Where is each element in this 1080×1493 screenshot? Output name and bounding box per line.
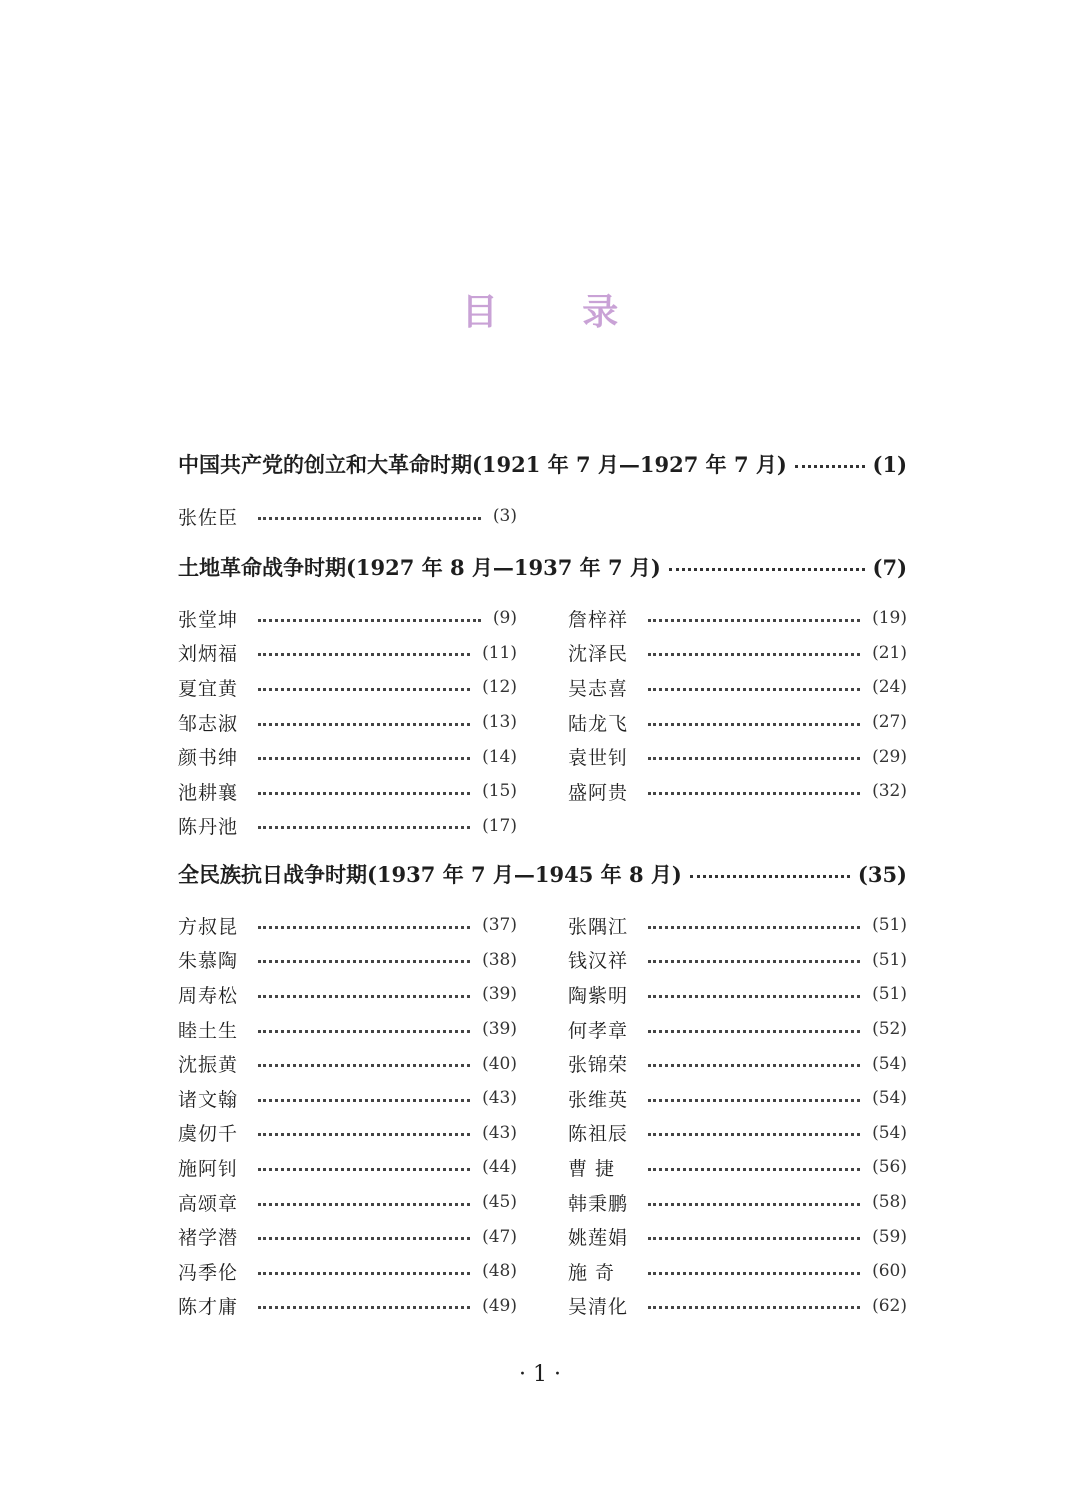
entry-page-number: (17) [482,815,517,836]
page-title: 目 录 [461,291,655,333]
toc-entry[interactable] [178,977,517,1012]
entry-name: 朱慕陶 [178,950,239,973]
entry-name: 吴志喜 [568,677,629,700]
dot-leader [258,826,470,829]
entry-page-number: (51) [872,949,907,970]
dot-leader [648,995,860,998]
dot-leader [258,960,470,963]
entry-name: 陆龙飞 [568,712,629,735]
entry-page-number: (24) [872,677,907,698]
entry-name: 吴清化 [568,1296,629,1319]
entry-name: 陈祖辰 [568,1123,629,1146]
entry-page-number: (19) [872,608,907,629]
dot-leader [795,465,865,468]
entry-name: 刘炳福 [178,643,239,666]
entry-page-number: (43) [482,1122,517,1143]
dot-leader [258,723,470,726]
section-header[interactable] [178,447,907,481]
entry-name: 高颂章 [178,1192,239,1215]
dot-leader [258,1203,470,1206]
dot-leader [669,568,865,571]
page-number-footer: · 1 · [519,1362,561,1387]
toc-entry[interactable] [178,705,517,740]
entry-name: 钱汉祥 [568,950,629,973]
entry-name: 张堂坤 [178,608,239,631]
dot-leader [648,960,860,963]
toc-entry[interactable] [178,943,517,978]
toc-entry[interactable] [178,1289,517,1324]
entry-list [178,601,907,843]
dot-leader [258,619,481,622]
entry-page-number: (49) [482,1295,517,1316]
entry-name: 曹 捷 [568,1157,616,1180]
entry-page-number: (14) [482,746,517,767]
toc-entry[interactable] [568,1254,907,1289]
dot-leader [648,1203,860,1206]
entry-name: 方叔昆 [178,915,239,938]
entry-name: 袁世钊 [568,747,629,770]
dot-leader [258,1133,470,1136]
section-page-number: (1) [872,451,907,477]
toc-entry[interactable] [178,1254,517,1289]
section-header[interactable] [178,550,907,584]
section-title: 全民族抗日战争时期(1937 年 7 月—1945 年 8 月) [178,862,682,887]
entry-name: 沈泽民 [568,643,629,666]
entry-name: 陶紫明 [568,984,629,1007]
toc-entry[interactable] [568,1116,907,1151]
dot-leader [648,757,860,760]
dot-leader [258,1272,470,1275]
toc-entry[interactable] [568,977,907,1012]
entry-page-number: (54) [872,1088,907,1109]
entry-name: 张维英 [568,1088,629,1111]
entry-name: 陈丹池 [178,816,239,839]
dot-leader [648,653,860,656]
entry-list [178,499,907,534]
dot-leader [258,1237,470,1240]
entry-page-number: (58) [872,1192,907,1213]
toc-entry[interactable] [178,1219,517,1254]
entry-page-number: (59) [872,1226,907,1247]
section-page-number: (7) [872,554,907,580]
entry-page-number: (9) [492,608,517,629]
dot-leader [690,875,850,878]
entry-page-number: (60) [872,1261,907,1282]
entry-page-number: (54) [872,1053,907,1074]
entry-name: 张隅江 [568,915,629,938]
entry-page-number: (13) [482,712,517,733]
toc-entry[interactable] [568,908,907,943]
entry-name: 诸文翰 [178,1088,239,1111]
entry-name: 邹志淑 [178,712,239,735]
toc-entry[interactable] [568,1219,907,1254]
entry-name: 睦土生 [178,1019,239,1042]
toc-entry[interactable] [178,774,517,809]
dot-leader [648,1030,860,1033]
toc-entry[interactable] [568,1185,907,1220]
dot-leader [258,995,470,998]
entry-page-number: (15) [482,781,517,802]
toc-entry[interactable] [568,1046,907,1081]
entry-name: 张锦荣 [568,1054,629,1077]
dot-leader [648,619,860,622]
entry-name: 褚学潜 [178,1227,239,1250]
entry-page-number: (40) [482,1053,517,1074]
entry-page-number: (37) [482,915,517,936]
entry-name: 沈振黄 [178,1054,239,1077]
dot-leader [258,517,481,520]
dot-leader [258,1306,470,1309]
dot-leader [258,688,470,691]
toc-entry[interactable] [178,670,517,705]
toc-entry[interactable] [568,636,907,671]
entry-name: 虞仞千 [178,1123,239,1146]
entry-page-number: (32) [872,781,907,802]
toc-entry[interactable] [178,499,517,534]
toc-entry[interactable] [178,636,517,671]
entry-page-number: (52) [872,1019,907,1040]
section-header[interactable] [178,857,907,891]
entry-page-number: (56) [872,1157,907,1178]
entry-name: 周寿松 [178,984,239,1007]
toc-entry[interactable] [568,943,907,978]
entry-page-number: (11) [482,642,517,663]
entry-name: 何孝章 [568,1019,629,1042]
entry-name: 盛阿贵 [568,781,629,804]
toc-entry[interactable] [178,1081,517,1116]
entry-page-number: (51) [872,984,907,1005]
toc-entry[interactable] [568,1081,907,1116]
entry-name: 张佐臣 [178,506,239,529]
dot-leader [648,723,860,726]
dot-leader [258,1064,470,1067]
dot-leader [648,926,860,929]
toc-entry[interactable] [178,1012,517,1047]
dot-leader [648,1272,860,1275]
entry-name: 陈才庸 [178,1296,239,1319]
toc-entry[interactable] [178,1185,517,1220]
entry-name: 颜书绅 [178,747,239,770]
entry-page-number: (29) [872,746,907,767]
toc-entry[interactable] [178,1046,517,1081]
entry-page-number: (39) [482,1019,517,1040]
dot-leader [648,1133,860,1136]
entry-page-number: (38) [482,949,517,970]
entry-name: 冯季伦 [178,1261,239,1284]
dot-leader [648,1099,860,1102]
entry-page-number: (62) [872,1295,907,1316]
toc-entry[interactable] [178,1116,517,1151]
toc-entry[interactable] [178,809,517,844]
dot-leader [648,688,860,691]
dot-leader [648,1306,860,1309]
dot-leader [648,1064,860,1067]
dot-leader [648,792,860,795]
toc-entry[interactable] [568,774,907,809]
entry-page-number: (44) [482,1157,517,1178]
entry-page-number: (27) [872,712,907,733]
entry-name: 韩秉鹏 [568,1192,629,1215]
toc-entry[interactable] [568,1289,907,1324]
toc-entry[interactable] [178,739,517,774]
entry-name: 池耕襄 [178,781,239,804]
entry-page-number: (12) [482,677,517,698]
entry-name: 詹梓祥 [568,608,629,631]
toc-entry[interactable] [568,670,907,705]
section-title: 土地革命战争时期(1927 年 8 月—1937 年 7 月) [178,555,661,580]
dot-leader [258,653,470,656]
entry-page-number: (45) [482,1192,517,1213]
entry-name: 姚莲娟 [568,1227,629,1250]
entry-page-number: (48) [482,1261,517,1282]
toc-entry[interactable] [568,739,907,774]
toc-entry[interactable] [568,601,907,636]
entry-page-number: (43) [482,1088,517,1109]
toc-entry[interactable] [178,908,517,943]
dot-leader [258,757,470,760]
toc-entry[interactable] [178,601,517,636]
section-title: 中国共产党的创立和大革命时期(1921 年 7 月—1927 年 7 月) [178,452,787,477]
section-page-number: (35) [857,861,907,887]
entry-name: 施阿钊 [178,1157,239,1180]
entry-name: 施 奇 [568,1261,616,1284]
dot-leader [648,1168,860,1171]
dot-leader [258,1168,470,1171]
entry-page-number: (3) [492,506,517,527]
toc-entry[interactable] [178,1150,517,1185]
entry-page-number: (47) [482,1226,517,1247]
entry-name: 夏宜黄 [178,677,239,700]
dot-leader [258,792,470,795]
dot-leader [648,1237,860,1240]
dot-leader [258,1030,470,1033]
entry-page-number: (39) [482,984,517,1005]
dot-leader [258,1099,470,1102]
toc-entry[interactable] [568,705,907,740]
dot-leader [258,926,470,929]
entry-page-number: (51) [872,915,907,936]
entry-list [178,908,907,1323]
toc-entry[interactable] [568,1012,907,1047]
entry-page-number: (54) [872,1122,907,1143]
entry-page-number: (21) [872,642,907,663]
toc-entry[interactable] [568,1150,907,1185]
